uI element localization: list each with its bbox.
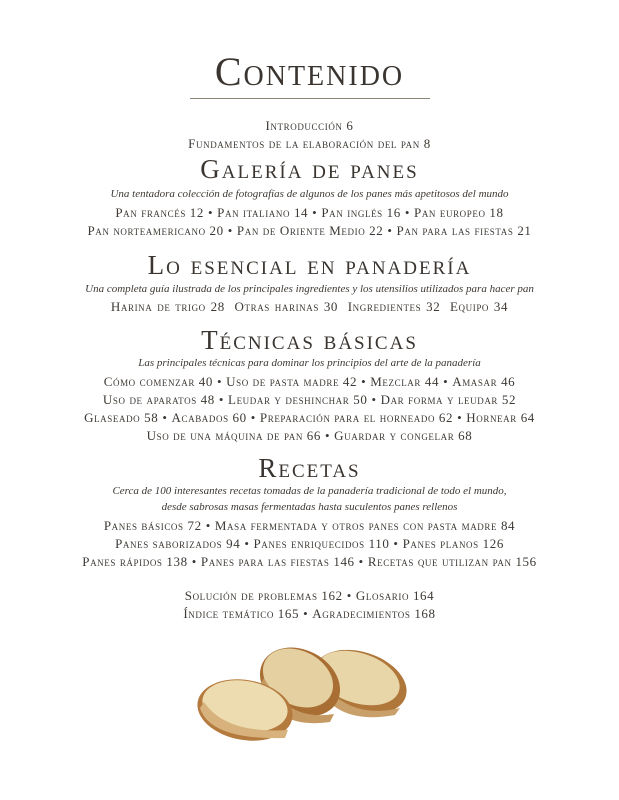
bullet-separator: • [244, 536, 250, 551]
bullet-separator: • [205, 518, 211, 533]
toc-line [0, 374, 619, 390]
toc-entry: Uso de una máquina de pan 66 [146, 428, 321, 443]
toc-entry: Leudar y deshinchar 50 [228, 392, 368, 407]
section-title-tecnicas: Técnicas básicas [201, 325, 418, 355]
bullet-separator: • [457, 410, 463, 425]
toc-entry: Panes básicos 72 [103, 518, 202, 533]
bullet-separator: • [303, 606, 309, 621]
toc-entry: Pan para las fiestas 21 [396, 223, 532, 238]
toc-line [0, 205, 619, 221]
section-desc-recetas-2: desde sabrosas masas fermentadas hasta suculentos panes rellenos [161, 501, 458, 513]
section-title-recetas: Recetas [258, 453, 361, 483]
title-rule [190, 98, 430, 99]
toc-entry: Pan italiano 14 [217, 205, 309, 220]
bread-slices-image [190, 630, 420, 760]
toc-entry: Dar forma y leudar 52 [380, 392, 517, 407]
section-desc-esencial: Una completa guía ilustrada de los principales ingredientes y los utensilios utilizados para hacer pan [85, 283, 534, 295]
toc-entry: Recetas que utilizan pan 156 [367, 554, 537, 569]
toc-entry: Acabados 60 [171, 410, 247, 425]
toc-entry: Amasar 46 [452, 374, 516, 389]
toc-entry: Guardar y congelar 68 [334, 428, 473, 443]
intro-line-1: Introducción 6 [265, 118, 354, 133]
bullet-separator: • [312, 205, 318, 220]
section-desc-tecnicas: Las principales técnicas para dominar los principios del arte de la panadería [138, 357, 481, 369]
toc-entry: Pan inglés 16 [321, 205, 401, 220]
toc-line [0, 410, 619, 426]
toc-line [0, 428, 619, 444]
toc-entry: Panes rápidos 138 [82, 554, 188, 569]
toc-entry: Solución de problemas 162 [184, 588, 343, 603]
toc-entry: Glaseado 58 [84, 410, 159, 425]
bullet-separator: • [162, 410, 168, 425]
toc-entry: Preparación para el horneado 62 [259, 410, 454, 425]
toc-line [0, 223, 619, 239]
bullet-separator: • [208, 205, 214, 220]
bullet-separator: • [371, 392, 377, 407]
toc-entry: Uso de aparatos 48 [102, 392, 215, 407]
toc-entry: Pan francés 12 [115, 205, 204, 220]
toc-entry: Panes para las fiestas 146 [200, 554, 355, 569]
section-title-galeria: Galería de panes [200, 154, 419, 184]
toc-entry: Pan europeo 18 [414, 205, 504, 220]
toc-entry: Harina de trigo 28 Otras harinas 30 Ingredientes 32 Equipo 34 [110, 299, 509, 314]
toc-line [0, 392, 619, 408]
toc-entry: Cómo comenzar 40 [103, 374, 213, 389]
intro-line-2: Fundamentos de la elaboración del pan 8 [188, 136, 431, 151]
toc-line [0, 518, 619, 534]
toc-line [0, 299, 619, 315]
bullet-separator: • [358, 554, 364, 569]
toc-entry: Panes enriquecidos 110 [253, 536, 390, 551]
bullet-separator: • [218, 392, 225, 407]
section-desc-galeria: Una tentadora colección de fotografías de algunos de los panes más apetitosos del mundo [110, 188, 509, 200]
bullet-separator: • [216, 374, 223, 389]
bullet-separator: • [443, 374, 449, 389]
toc-entry: Pan norteamericano 20 [87, 223, 224, 238]
toc-entry: Pan de Oriente Medio 22 [236, 223, 384, 238]
toc-entry: Índice temático 165 [183, 606, 300, 621]
bullet-separator: • [250, 410, 256, 425]
toc-entry: Panes saborizados 94 [115, 536, 241, 551]
bullet-separator: • [387, 223, 393, 238]
toc-entry: Glosario 164 [355, 588, 435, 603]
toc-line [0, 606, 619, 622]
toc-line [0, 588, 619, 604]
bullet-separator: • [191, 554, 197, 569]
toc-entry: Uso de pasta madre 42 [226, 374, 358, 389]
toc-entry: Agradecimientos 168 [312, 606, 436, 621]
toc-entry: Masa fermentada y otros panes con pasta madre 84 [214, 518, 516, 533]
bullet-separator: • [361, 374, 367, 389]
toc-line [0, 554, 619, 570]
section-title-esencial: Lo esencial en panadería [147, 250, 472, 280]
section-desc-recetas: Cerca de 100 interesantes recetas tomadas de la panadería tradicional de todo el mundo, [112, 485, 507, 497]
bullet-separator: • [227, 223, 233, 238]
page-title: Contenido [214, 49, 405, 94]
toc-entry: Panes planos 126 [402, 536, 504, 551]
bullet-separator: • [346, 588, 352, 603]
toc-entry: Hornear 64 [466, 410, 535, 425]
toc-line [0, 536, 619, 552]
bullet-separator: • [404, 205, 410, 220]
bullet-separator: • [393, 536, 399, 551]
toc-entry: Mezclar 44 [370, 374, 440, 389]
bullet-separator: • [324, 428, 331, 443]
